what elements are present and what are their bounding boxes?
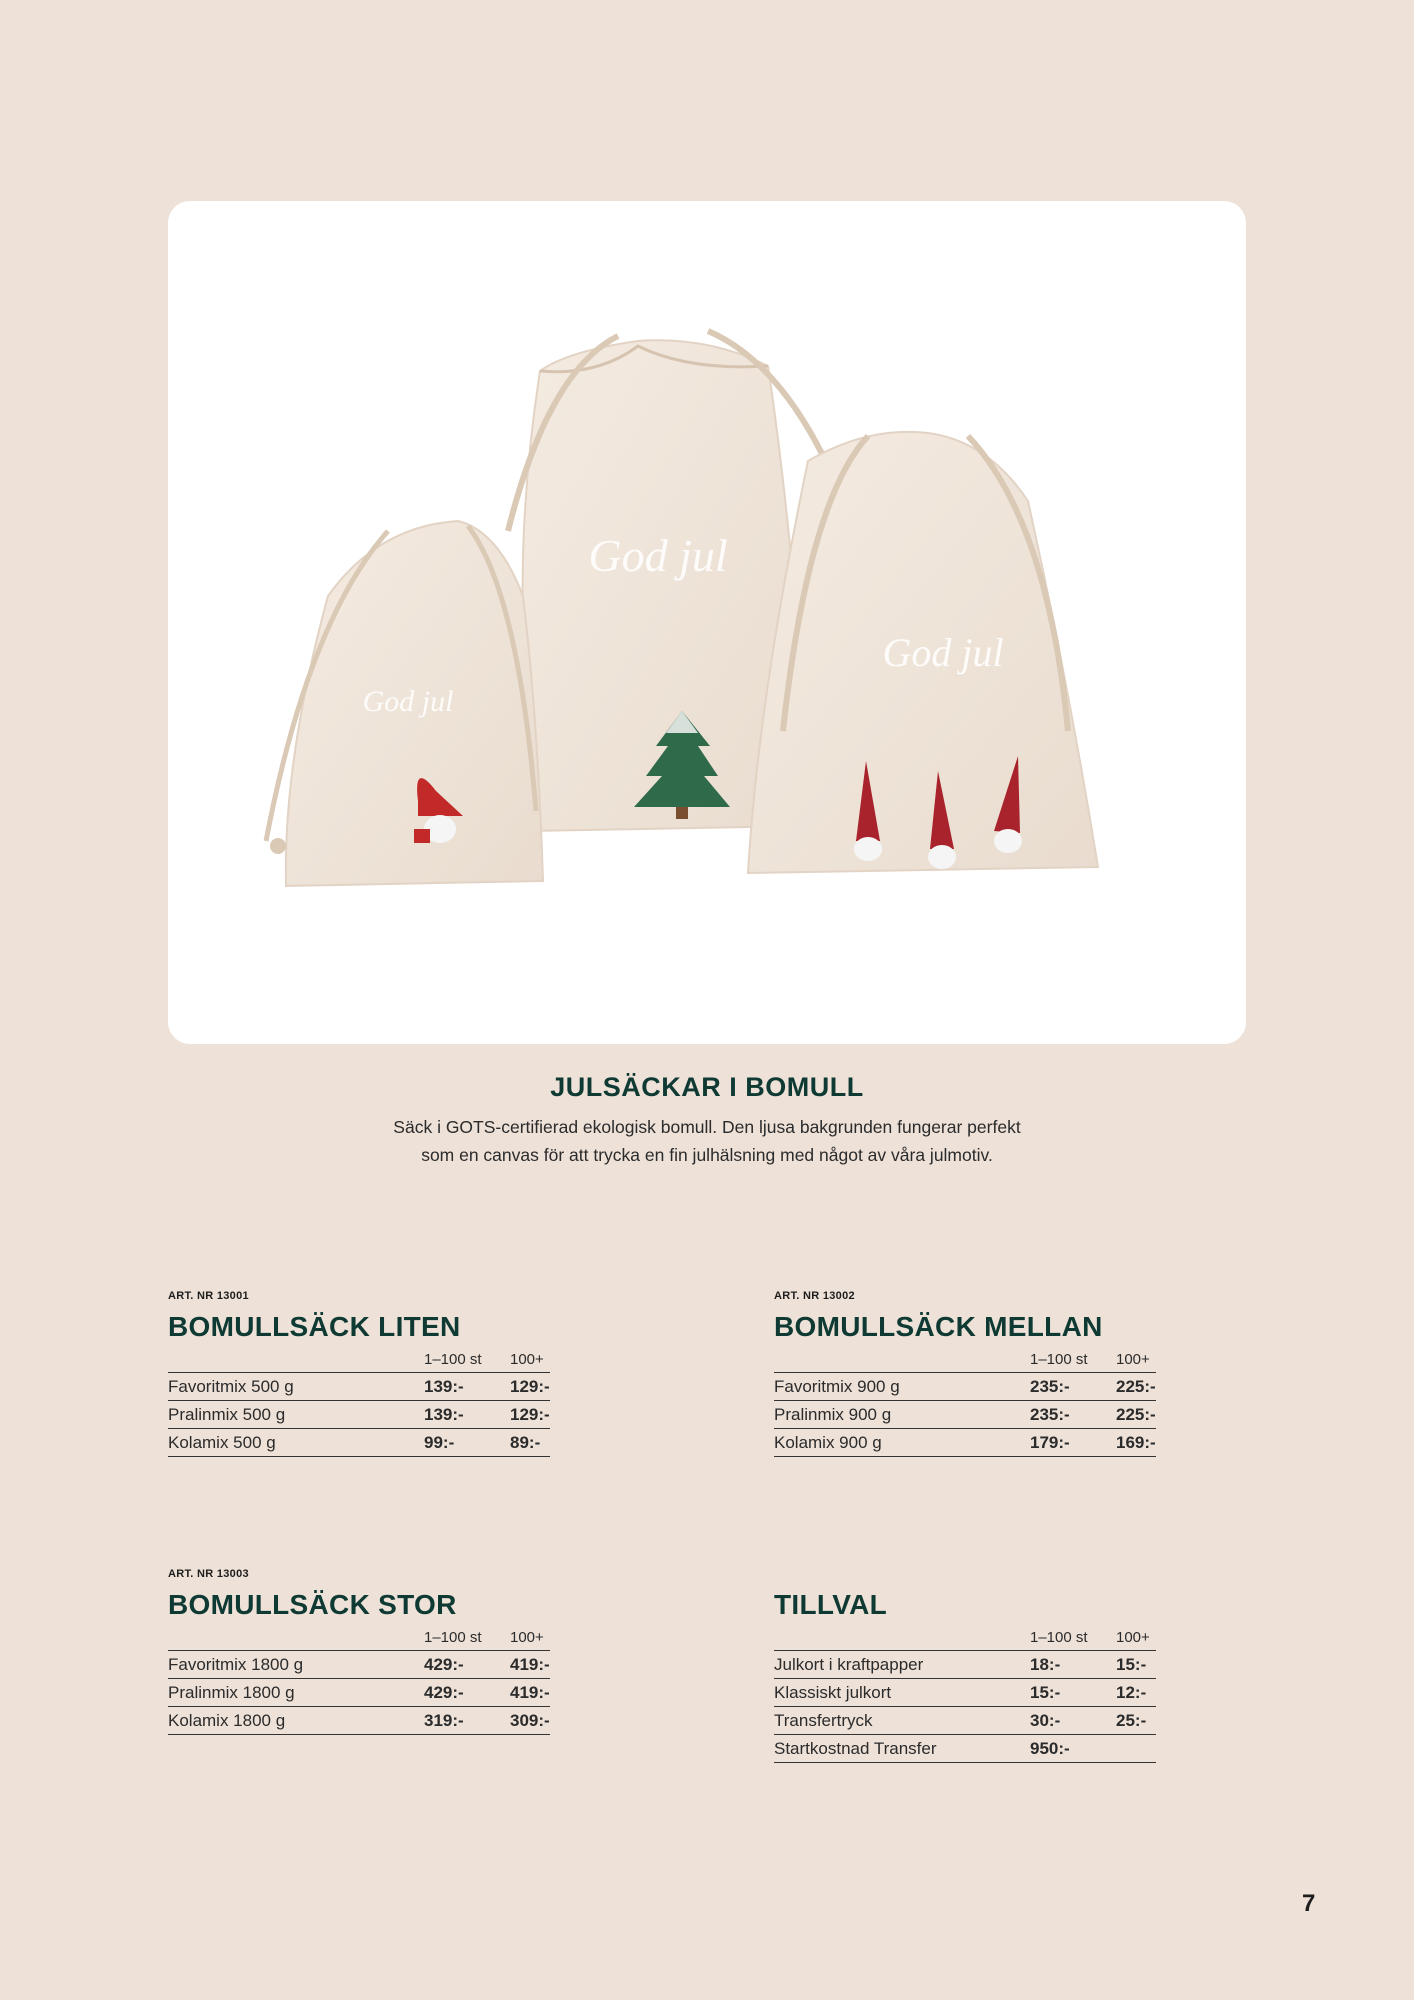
price-a: 139:- — [424, 1401, 510, 1429]
price-a: 319:- — [424, 1707, 510, 1735]
intro-description — [0, 1113, 1414, 1169]
page-number: 7 — [1302, 1890, 1316, 1917]
table-row — [774, 1651, 1156, 1679]
price-b: 129:- — [510, 1373, 550, 1401]
col-header-qty: 1–100 st — [424, 1628, 482, 1646]
table-row — [168, 1373, 550, 1401]
row-name: Favoritmix 1800 g — [168, 1651, 424, 1679]
price-b: 129:- — [510, 1401, 550, 1429]
price-table — [168, 1624, 550, 1735]
row-name: Klassiskt julkort — [774, 1679, 1030, 1707]
col-header-qty: 1–100 st — [1030, 1628, 1088, 1646]
bag-medium — [748, 432, 1098, 873]
price-a: 429:- — [424, 1679, 510, 1707]
price-a: 235:- — [1030, 1401, 1116, 1429]
row-name: Transfertryck — [774, 1707, 1030, 1735]
price-a: 950:- — [1030, 1735, 1116, 1763]
price-table-header — [774, 1346, 1156, 1373]
row-name: Kolamix 1800 g — [168, 1707, 424, 1735]
price-table — [774, 1624, 1156, 1763]
product-block-tillval — [774, 1568, 1156, 1763]
product-photo — [168, 201, 1246, 1044]
table-row — [774, 1735, 1156, 1763]
price-b: 89:- — [510, 1429, 550, 1457]
price-a: 30:- — [1030, 1707, 1116, 1735]
price-table — [168, 1346, 550, 1457]
price-b: 25:- — [1116, 1707, 1156, 1735]
price-b: 225:- — [1116, 1401, 1156, 1429]
price-b — [1116, 1735, 1156, 1763]
page-title: JULSÄCKAR I BOMULL — [550, 1072, 864, 1102]
product-title: BOMULLSÄCK STOR — [168, 1589, 457, 1620]
price-b: 169:- — [1116, 1429, 1156, 1457]
price-table-header — [168, 1624, 550, 1651]
product-block-mellan — [774, 1290, 1156, 1457]
row-name: Julkort i kraftpapper — [774, 1651, 1030, 1679]
price-a: 139:- — [424, 1373, 510, 1401]
row-name: Kolamix 500 g — [168, 1429, 424, 1457]
col-header-qty: 1–100 st — [1030, 1350, 1088, 1368]
col-header-qty: 1–100 st — [424, 1350, 482, 1368]
product-title: TILLVAL — [774, 1589, 888, 1620]
article-number: ART. NR 13002 — [774, 1290, 855, 1302]
table-row — [774, 1679, 1156, 1707]
row-name: Pralinmix 900 g — [774, 1401, 1030, 1429]
row-name: Pralinmix 1800 g — [168, 1679, 424, 1707]
intro-section — [0, 1072, 1414, 1169]
price-b: 419:- — [510, 1679, 550, 1707]
price-b: 419:- — [510, 1651, 550, 1679]
row-name: Favoritmix 900 g — [774, 1373, 1030, 1401]
row-name: Kolamix 900 g — [774, 1429, 1030, 1457]
table-row — [168, 1651, 550, 1679]
bag-print-text: God jul — [588, 530, 728, 581]
price-b: 225:- — [1116, 1373, 1156, 1401]
table-row — [774, 1373, 1156, 1401]
table-row — [168, 1401, 550, 1429]
bag-print-text-small: God jul — [362, 685, 454, 718]
price-b: 15:- — [1116, 1651, 1156, 1679]
table-row — [774, 1429, 1156, 1457]
price-a: 429:- — [424, 1651, 510, 1679]
row-name: Favoritmix 500 g — [168, 1373, 424, 1401]
col-header-bulk: 100+ — [510, 1628, 544, 1646]
product-title: BOMULLSÄCK LITEN — [168, 1311, 461, 1342]
row-name: Startkostnad Transfer — [774, 1735, 1030, 1763]
col-header-bulk: 100+ — [1116, 1350, 1150, 1368]
price-b: 309:- — [510, 1707, 550, 1735]
price-table-header — [774, 1624, 1156, 1651]
price-table-header — [168, 1346, 550, 1373]
price-a: 18:- — [1030, 1651, 1116, 1679]
price-a: 15:- — [1030, 1679, 1116, 1707]
table-row — [774, 1401, 1156, 1429]
cotton-bags-illustration — [168, 201, 1246, 1044]
price-b: 12:- — [1116, 1679, 1156, 1707]
table-row — [168, 1679, 550, 1707]
col-header-bulk: 100+ — [1116, 1628, 1150, 1646]
intro-line-2: som en canvas för att trycka en fin julhälsning med något av våra julmotiv. — [421, 1145, 993, 1165]
price-a: 179:- — [1030, 1429, 1116, 1457]
row-name: Pralinmix 500 g — [168, 1401, 424, 1429]
price-a: 235:- — [1030, 1373, 1116, 1401]
product-block-liten — [168, 1290, 550, 1457]
table-row — [168, 1707, 550, 1735]
bag-print-text-medium: God jul — [882, 630, 1004, 675]
col-header-bulk: 100+ — [510, 1350, 544, 1368]
table-row — [168, 1429, 550, 1457]
article-number — [774, 1568, 1156, 1582]
bag-small — [266, 521, 543, 886]
price-table — [774, 1346, 1156, 1457]
table-row — [774, 1707, 1156, 1735]
article-number: ART. NR 13001 — [168, 1290, 249, 1302]
intro-line-1: Säck i GOTS-certifierad ekologisk bomull. Den ljusa bakgrunden fungerar perfekt — [393, 1117, 1021, 1137]
article-number: ART. NR 13003 — [168, 1568, 249, 1580]
product-title: BOMULLSÄCK MELLAN — [774, 1311, 1103, 1342]
product-block-stor — [168, 1568, 550, 1735]
price-a: 99:- — [424, 1429, 510, 1457]
